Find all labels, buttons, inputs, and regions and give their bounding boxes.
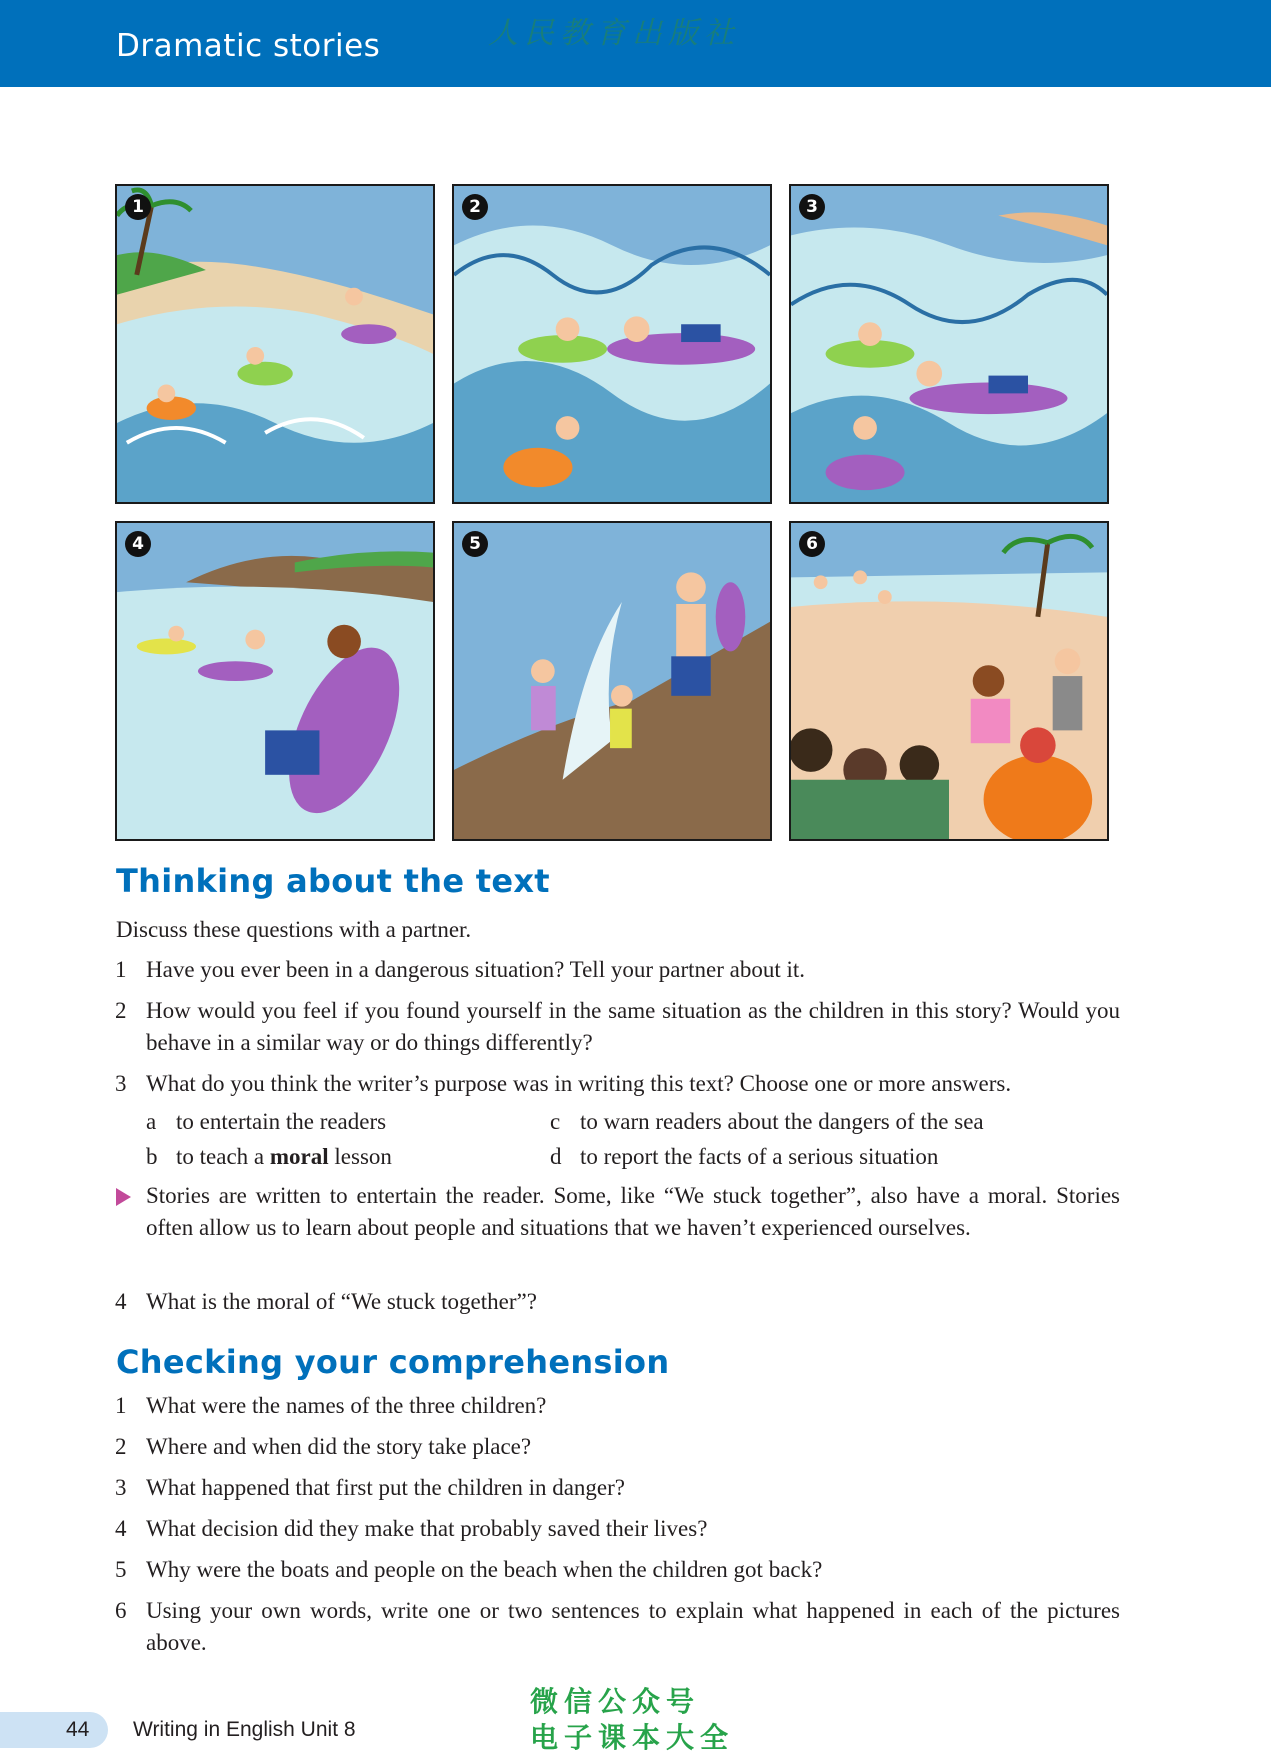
- question-text: What is the moral of “We stuck together”?: [146, 1289, 537, 1314]
- question-text: How would you feel if you found yourself in the same situation as the children in this story? Would you behave in a similar way or do things differently?: [146, 998, 1120, 1055]
- illustration-panel-5: [452, 521, 772, 841]
- question-number: 4: [115, 1289, 127, 1314]
- illustration-panels: [115, 184, 1120, 846]
- riding-wave-illustration: [791, 186, 1107, 502]
- question-text: Why were the boats and people on the beach when the children got back?: [146, 1557, 823, 1582]
- section-heading-checking: Checking your comprehension: [116, 1343, 670, 1381]
- big-wave-illustration: [454, 186, 770, 502]
- question-text: Have you ever been in a dangerous situation? Tell your partner about it.: [146, 957, 806, 982]
- beach-rescue-crowd-illustration: [791, 523, 1107, 839]
- option-letter: b: [146, 1144, 158, 1169]
- question-number: 1: [115, 957, 127, 982]
- answer-option-d: [550, 1141, 938, 1173]
- illustration-panel-2: [452, 184, 772, 504]
- question-number: 3: [115, 1475, 127, 1500]
- option-letter: d: [550, 1144, 562, 1169]
- panel-number-3: 3: [799, 194, 825, 220]
- illustration-panel-4: [115, 521, 435, 841]
- question-number: 2: [115, 998, 127, 1023]
- page-title: Dramatic stories: [116, 28, 381, 64]
- question-number: 5: [115, 1557, 127, 1582]
- question-number: 3: [115, 1071, 127, 1096]
- option-text: to report the facts of a serious situation: [580, 1144, 939, 1169]
- question-text: What were the names of the three children?: [146, 1393, 547, 1418]
- option-letter: a: [146, 1109, 157, 1134]
- question-text: Using your own words, write one or two sentences to explain what happened in each of the pictures above.: [146, 1598, 1120, 1655]
- option-text-pre: to teach a: [176, 1144, 270, 1169]
- panel-number-2: 2: [462, 194, 488, 220]
- beach-surf-illustration: [117, 186, 433, 502]
- instruction-text: Discuss these questions with a partner.: [116, 917, 472, 942]
- note-text: Stories are written to entertain the reader. Some, like “We stuck together”, also have a moral. Stories often allow us to learn about people and situations that we haven’t experienced ourselves.: [146, 1183, 1120, 1240]
- answer-option-a: [146, 1106, 386, 1138]
- option-keyword: moral: [269, 1144, 329, 1169]
- paddling-to-shore-illustration: [117, 523, 433, 839]
- question-number: 2: [115, 1434, 127, 1459]
- section-heading-thinking: Thinking about the text: [116, 862, 550, 900]
- question-text: What decision did they make that probably saved their lives?: [146, 1516, 708, 1541]
- option-letter: c: [550, 1109, 561, 1134]
- answer-option-b: [146, 1141, 392, 1173]
- panel-number-1: 1: [125, 194, 151, 220]
- page-header: [0, 0, 1271, 87]
- panel-number-5: 5: [462, 531, 488, 557]
- footer-label: Writing in English Unit 8: [133, 1718, 356, 1741]
- watermark-line-1: 微信公众号: [530, 1685, 701, 1718]
- panel-number-4: 4: [125, 531, 151, 557]
- question-text: What happened that first put the children in danger?: [146, 1475, 625, 1500]
- illustration-panel-6: [789, 521, 1109, 841]
- option-text: to warn readers about the dangers of the sea: [580, 1109, 984, 1134]
- question-number: 4: [115, 1516, 127, 1541]
- question-text: Where and when did the story take place?: [146, 1434, 532, 1459]
- option-text: to entertain the readers: [176, 1109, 387, 1134]
- question-text: What do you think the writer’s purpose was in writing this text? Choose one or more answers.: [146, 1071, 1012, 1096]
- page-number: 44: [66, 1718, 90, 1741]
- note-arrow-icon: [116, 1188, 131, 1206]
- option-text-post: lesson: [328, 1144, 392, 1169]
- answer-option-c: [550, 1106, 984, 1138]
- publisher-stamp: 人民教育出版社: [488, 16, 740, 51]
- panel-number-6: 6: [799, 531, 825, 557]
- page-number-tab: [0, 1712, 108, 1748]
- question-number: 6: [115, 1598, 127, 1623]
- watermark-line-2: 电子课本大全: [530, 1721, 735, 1754]
- illustration-panel-1: [115, 184, 435, 504]
- illustration-panel-3: [789, 184, 1109, 504]
- question-number: 1: [115, 1393, 127, 1418]
- climbing-rocks-illustration: [454, 523, 770, 839]
